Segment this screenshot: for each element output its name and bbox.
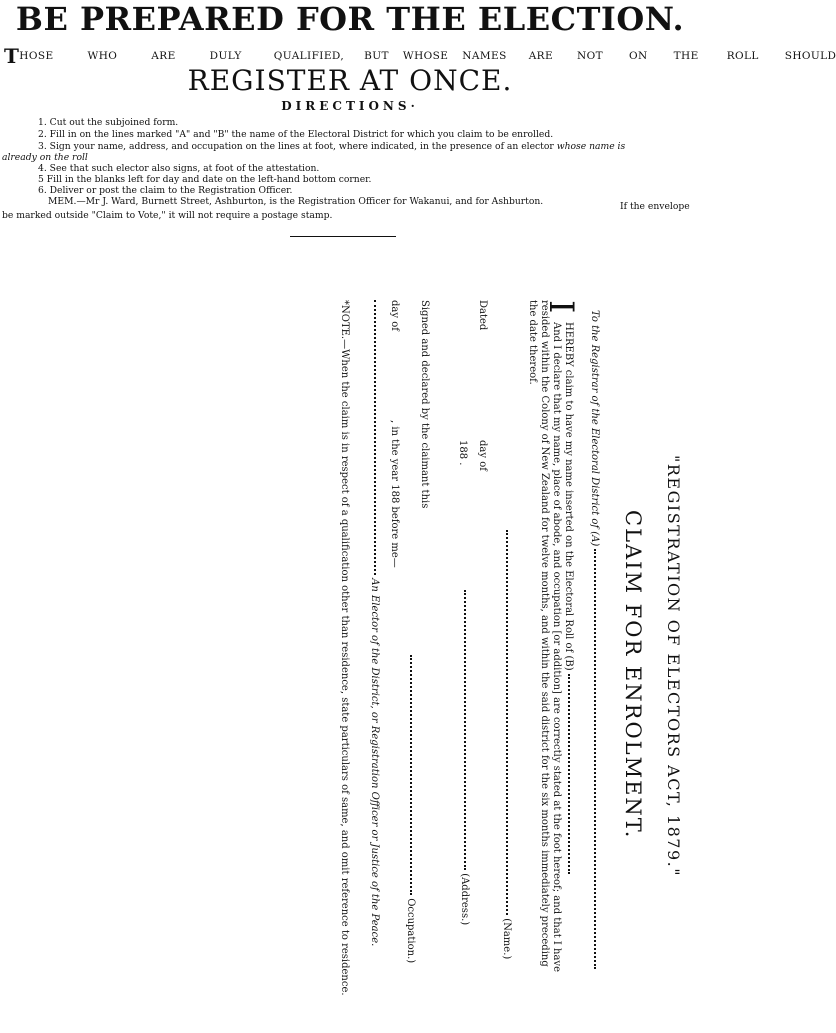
claim-line-2: And I declare that my name, place of abode, and occupation [or addition] are correctly stated at the foot hereof; and that I have [551, 322, 562, 972]
subheadline-word: QUALIFIED, [273, 50, 345, 62]
subheadline-word: ARE [528, 50, 554, 62]
subheadline-word: ROLL [726, 50, 759, 62]
year-line: , in the year 188 before me— [389, 420, 400, 568]
direction-3-text: 3. Sign your name, address, and occupation on the lines at foot, where indicated, in the presence of an elector [38, 141, 554, 152]
subheadline-word: WHO [87, 50, 118, 62]
address-line [459, 590, 470, 925]
subheadline-word: NOT [577, 50, 604, 62]
elector-label: An Elector of the District, or Registration Officer or Justice of the Peace. [369, 578, 380, 947]
headline: BE PREPARED FOR THE ELECTION. [15, 0, 685, 38]
district-a-field[interactable] [594, 549, 596, 969]
name-line [501, 530, 512, 959]
memo: MEM.—Mr J. Ward, Burnett Street, Ashburton, is the Registration Officer for Wakanui, and for Ashburton. [48, 196, 544, 207]
memo-continued: be marked outside "Claim to Vote," it will not require a postage stamp. [2, 210, 333, 221]
name-label: (Name.) [501, 918, 512, 960]
direction-3-italic: whose name is [556, 141, 626, 152]
subheadline-word: BUT [364, 50, 389, 62]
name-field[interactable] [506, 530, 508, 915]
subheadline-word: DULY [209, 50, 242, 62]
act-title: "REGISTRATION OF ELECTORS ACT, 1879." [664, 455, 683, 878]
address-label: (Address.) [459, 873, 470, 926]
divider-rule [290, 236, 396, 237]
direction-2: 2. Fill in on the lines marked "A" and "B" the name of the Electoral District for which you claim to be enrolled. [38, 129, 554, 140]
memo-tail: If the envelope [620, 201, 690, 212]
direction-5: 5 Fill in the blanks left for day and date on the left-hand bottom corner. [38, 174, 372, 185]
claim-line-1 [563, 322, 574, 874]
claim-title: CLAIM FOR ENROLMENT. [621, 510, 645, 840]
to-registrar-line [589, 310, 600, 969]
drop-cap-i: I [541, 300, 581, 314]
occupation-field[interactable] [410, 655, 412, 895]
elector-signature-field[interactable] [374, 300, 376, 575]
dated-label: Dated [477, 300, 488, 331]
subheadline-word: NAMES [462, 50, 507, 62]
occupation-line [405, 655, 416, 963]
claim-line-4: the date thereof. [527, 300, 538, 385]
direction-1: 1. Cut out the subjoined form. [38, 117, 179, 128]
to-registrar-text: To the Registrar of the Electoral District of (A) [589, 310, 600, 547]
elector-line [369, 300, 380, 946]
drop-cap: T [4, 44, 20, 68]
district-b-field[interactable] [568, 674, 570, 874]
subheadline-word: THE [673, 50, 699, 62]
day-of-label: day of [477, 440, 488, 471]
subheadline-word: HOSE [19, 50, 54, 62]
note: *NOTE.—When the claim is in respect of a qualification other than residence, state particulars of same, and omit reference to residence. [339, 300, 350, 996]
subheadline-word: ON [629, 50, 648, 62]
direction-6: 6. Deliver or post the claim to the Registration Officer. [38, 185, 293, 196]
year-188-label: 188 . [457, 440, 468, 466]
directions-title: DIRECTIONS· [281, 99, 419, 113]
claim-line-3: resided within the Colony of New Zealand for twelve months, and within the said district for the six months immediately preceding [539, 300, 550, 967]
direction-3 [38, 141, 625, 152]
direction-3-continued: already on the roll [2, 152, 88, 163]
subheadline-word: WHOSE [402, 50, 449, 62]
signed-line: Signed and declared by the claimant this [419, 300, 430, 509]
address-field[interactable] [464, 590, 466, 870]
direction-4: 4. See that such elector also signs, at foot of the attestation. [38, 163, 320, 174]
day-of-label-2: day of [389, 300, 400, 331]
claim-line-1-text: HEREBY claim to have my name inserted on the Electoral Roll of (B) [563, 322, 574, 671]
register-at-once: REGISTER AT ONCE. [187, 64, 513, 97]
enrolment-claim-form [80, 300, 700, 1020]
subheadline-word: ARE [151, 50, 176, 62]
occupation-label: Occupation.) [405, 898, 416, 964]
subheadline-word: SHOULD [784, 50, 836, 62]
